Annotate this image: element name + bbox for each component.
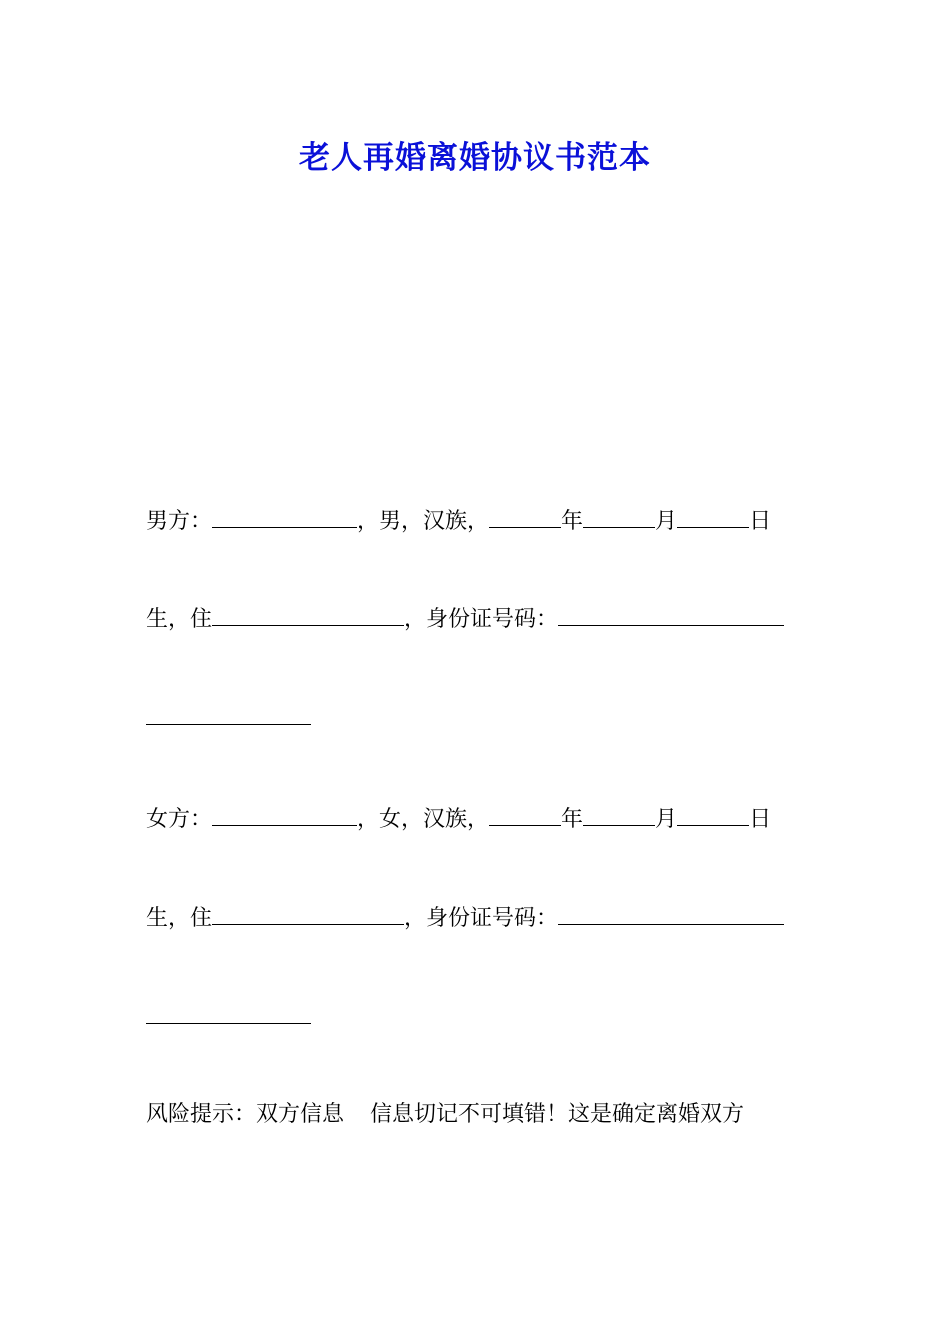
male-month-blank[interactable] — [583, 505, 655, 528]
female-label: 女方： — [146, 807, 213, 832]
male-id-continuation-blank[interactable] — [146, 702, 311, 725]
female-month-label: 月 — [655, 807, 678, 832]
male-address-blank[interactable] — [212, 603, 404, 626]
male-day-blank[interactable] — [677, 505, 749, 528]
female-info-line — [146, 803, 806, 835]
female-address-line — [146, 902, 806, 934]
male-year-blank[interactable] — [489, 505, 561, 528]
male-id-continuation-line — [146, 702, 806, 734]
female-day-label: 日 — [749, 807, 772, 832]
female-id-continuation-blank[interactable] — [146, 1001, 311, 1024]
male-name-blank[interactable] — [212, 505, 357, 528]
male-birth-residence: 生，住 — [146, 607, 213, 632]
female-name-blank[interactable] — [212, 803, 357, 826]
female-month-blank[interactable] — [583, 803, 655, 826]
female-id-continuation-line — [146, 1001, 806, 1033]
male-address-line — [146, 603, 806, 635]
risk-notice-part1: 风险提示：双方信息 — [146, 1102, 345, 1127]
male-label: 男方： — [146, 509, 213, 534]
female-year-blank[interactable] — [489, 803, 561, 826]
risk-notice-line — [146, 1100, 806, 1130]
male-month-label: 月 — [655, 509, 678, 534]
male-id-label: ，身份证号码： — [404, 607, 559, 632]
female-id-blank[interactable] — [558, 902, 784, 925]
female-birth-residence: 生，住 — [146, 906, 213, 931]
male-id-blank[interactable] — [558, 603, 784, 626]
male-year-label: 年 — [561, 509, 584, 534]
male-day-label: 日 — [749, 509, 772, 534]
male-info-line — [146, 505, 806, 537]
male-gender-ethnicity: ，男，汉族， — [357, 509, 490, 534]
female-year-label: 年 — [561, 807, 584, 832]
document-title: 老人再婚离婚协议书范本 — [299, 140, 651, 176]
female-day-blank[interactable] — [677, 803, 749, 826]
female-id-label: ，身份证号码： — [404, 906, 559, 931]
female-gender-ethnicity: ，女，汉族， — [357, 807, 490, 832]
female-address-blank[interactable] — [212, 902, 404, 925]
risk-notice-part2: 信息切记不可填错！这是确定离婚双方 — [370, 1102, 745, 1127]
